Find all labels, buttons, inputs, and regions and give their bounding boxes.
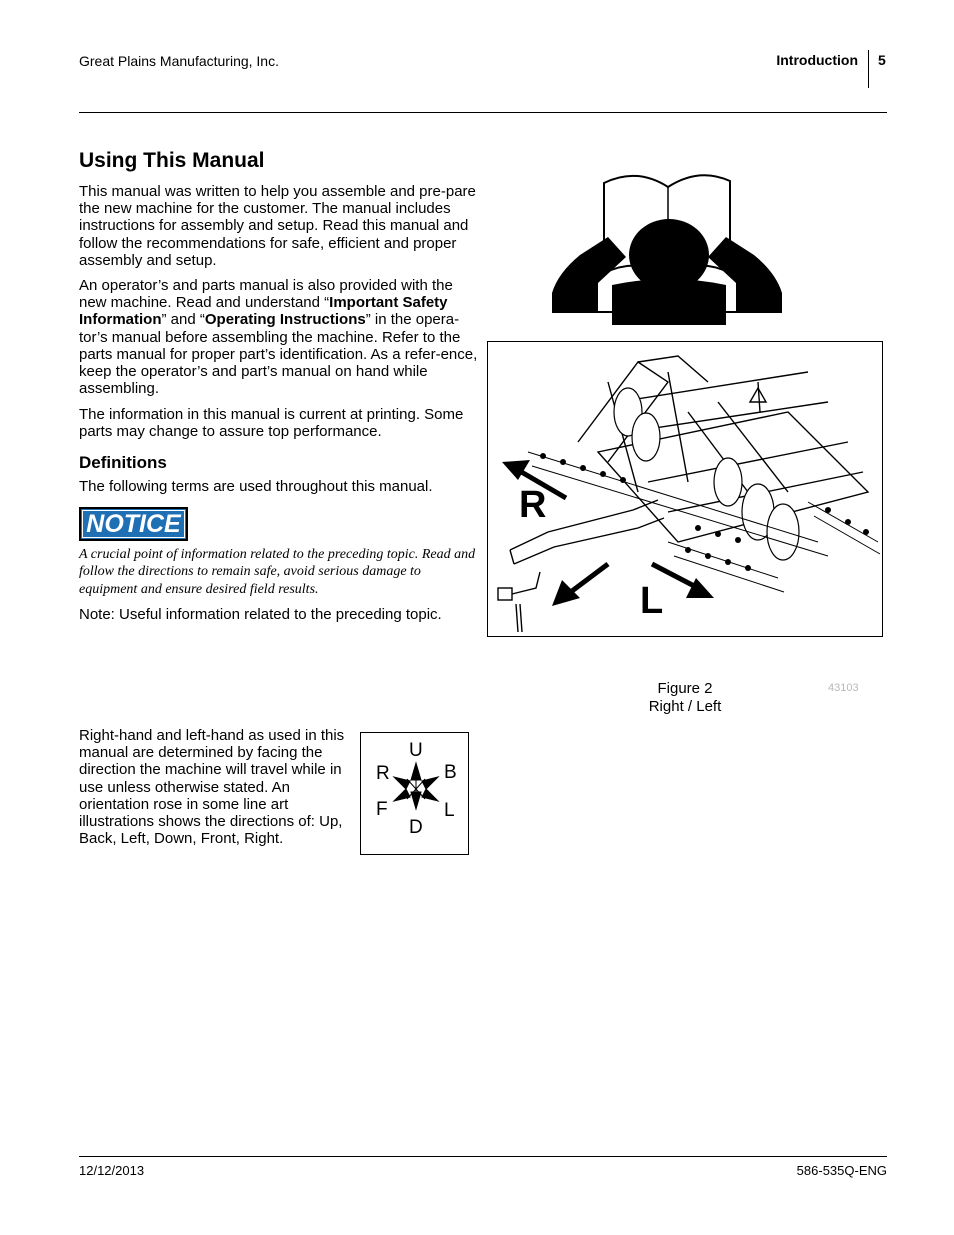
note-description: Note: Useful information related to the preceding topic.: [79, 606, 442, 623]
paragraph-current-info: The information in this manual is current at printing. Some parts may change to assure top performance.: [79, 406, 464, 441]
figure-caption: [600, 680, 770, 715]
rose-front-label: F: [376, 799, 388, 820]
figure-right-left: [487, 341, 883, 637]
orientation-paragraph: Right-hand and left-hand as used in this manual are determined by facing the direction the machine will travel while in use unless otherwise stated. An orientation rose in some line art illustrations shows the directions of: Up, Back, Left, Down, Front, Right.: [79, 727, 345, 848]
para2-text-c: ” and “: [161, 311, 205, 329]
figure-caption-title: Right / Left: [648, 697, 722, 715]
header-section-title: Introduction: [776, 52, 858, 68]
definitions-heading: Definitions: [79, 453, 167, 472]
rose-back-label: B: [444, 762, 457, 783]
paragraph-operator-manual: [79, 277, 479, 397]
section-heading: Using This Manual: [79, 149, 265, 172]
footer-doc-number: 586-535Q-ENG: [796, 1163, 887, 1178]
rose-down-label: D: [409, 817, 423, 838]
rose-up-label: U: [409, 740, 423, 761]
rose-right-label: R: [376, 763, 390, 784]
header-divider: [868, 50, 869, 88]
para2-text-a: An operator’s and parts manual is also provided with the new machine. Read and understand “: [79, 277, 453, 312]
right-arrow-label: R: [519, 484, 547, 526]
definitions-intro: The following terms are used throughout this manual.: [79, 478, 433, 495]
footer-date: 12/12/2013: [79, 1163, 145, 1178]
operating-instructions-term: Operating Instructions: [204, 311, 366, 329]
left-arrow-label: L: [640, 580, 664, 622]
machine-illustration: [488, 342, 882, 636]
orientation-rose: [360, 732, 469, 855]
figure-caption-number: Figure 2: [657, 680, 713, 697]
header-rule: [79, 112, 887, 113]
page-number: 5: [878, 52, 886, 68]
footer-rule: [79, 1156, 887, 1157]
rose-left-label: L: [444, 800, 455, 821]
para2-text-e: ” in the opera-tor’s manual before assembling the machine. Refer to the parts manual for proper part’s identification. As a refer-ence, keep the operator’s and part’s manual on hand while assembling.: [79, 311, 478, 398]
reader-illustration: [552, 165, 782, 325]
notice-badge: NOTICE: [79, 507, 188, 541]
notice-description: A crucial point of information related to the preceding topic. Read and follow the directions to remain safe, avoid serious damage to equipment and ensure desired field results.: [79, 547, 476, 597]
paragraph-intro: This manual was written to help you assemble and pre-pare the new machine for the customer. The manual includes instructions for assembly and setup. Read this manual and follow the recommendations for safe, efficient and proper assembly and setup.: [79, 183, 476, 269]
important-safety-term: Important Safety Information: [79, 294, 448, 329]
header-company: Great Plains Manufacturing, Inc.: [79, 53, 279, 69]
art-id: 43103: [828, 682, 859, 694]
